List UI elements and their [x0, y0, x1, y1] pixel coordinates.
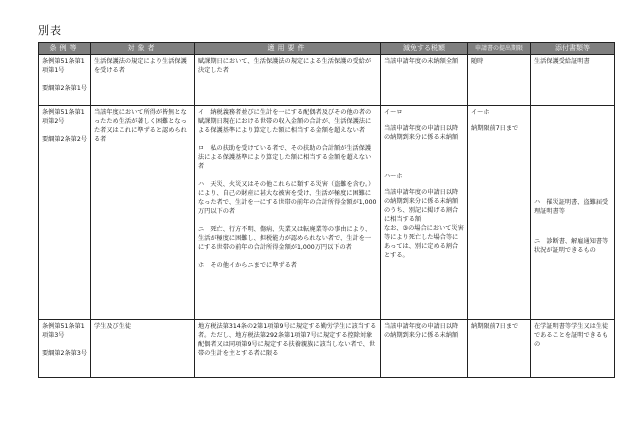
row3-deadline: 納期限前7日まで [468, 320, 531, 378]
row2-doc-ha: ハ 罹災証明書、盗難届受理証明書等 [534, 199, 609, 215]
row2-red-label-1: イ～ロ [384, 109, 403, 116]
header-reduction: 減免する税額 [381, 43, 468, 55]
page-title: 別表 [38, 24, 62, 37]
row2-red-text-1: 当該申請年度の申請日以降の納期到来分に係る未納額 [384, 125, 459, 141]
row3-documents: 在学証明書等学生又は生徒であることを証明できるもの [531, 320, 615, 378]
row2-deadline: 納期限前7日まで [471, 125, 519, 132]
row2-req-ho: ホ その他イからニまでに準ずる者 [198, 262, 297, 269]
header-article: 条例等 [39, 43, 91, 55]
header-requirement: 適用要件 [195, 43, 381, 55]
row2-target: 当該年度において所得が皆無となったため生活が著しく困難となった者又はこれに準ずると認められる者 [91, 106, 195, 320]
table-row [39, 320, 615, 378]
row3-article: 条例第51条第1項第3号 [42, 323, 85, 339]
row3-reduction: 当該申請年度の申請日以降の納期到来分に係る未納額 [381, 320, 468, 378]
table-row [39, 55, 615, 106]
row1-documents: 生活保護受給証明書 [531, 55, 615, 106]
row2-req-ni: ニ 死亡、行方不明、傷病、失業又は転廃業等の事由により、生活が極度に困難し、担税能力が認められない者で、生計を一にする世帯の前年の合計所得金額が1,000万円以下の者 [198, 226, 372, 251]
row1-article-cell [39, 55, 91, 106]
row1-deadline: 随時 [468, 55, 531, 106]
row3-article-cell [39, 320, 91, 378]
header-deadline: 申請書の提出期限 [468, 43, 531, 55]
row1-requirement: 賦課期日において、生活保護法の規定による生活保護の受給が決定した者 [195, 55, 381, 106]
table-row [39, 106, 615, 320]
row1-target: 生活保護法の規定により生活保護を受ける者 [91, 55, 195, 106]
row2-red-label-2: ハ～ホ [384, 173, 403, 180]
row2-req-ha: ハ 天災、火災又はその他これらに類する災害（盗難を含む。）により、自己の財産に甚大な被害を受け、生活が極度に困難になった者で、生計を一にする世帯の前年の合計所得金額が1,000万円以下の者 [198, 181, 377, 215]
row2-article-sub: 要綱第2条第2号 [42, 136, 87, 143]
row2-deadline-label: イ～ホ [471, 109, 490, 116]
row2-requirement-cell [195, 106, 381, 320]
row2-req-i: イ 納税義務者並びに生計を一にする配偶者及びその他の者の賦課期日現在における世帯の収入金額の合計が、生活保護法による保護基準により算定した額に相当する金額を超えない者 [198, 109, 372, 134]
row2-documents-cell [531, 106, 615, 320]
reduction-table [38, 42, 615, 378]
header-target: 対象者 [91, 43, 195, 55]
row3-requirement: 地方税法第314条の2第1項第9号に規定する勤労学生に該当する者。ただし、地方税法第292条第1項第7号に規定する控除対象配偶者又は同項第9号に規定する扶養親族に該当しない者で、世帯の生計を主とする者に限る [195, 320, 381, 378]
row2-reduction-cell [381, 106, 468, 320]
row1-article-sub: 要綱第2条第1号 [42, 85, 87, 92]
row3-target: 学生及び生徒 [91, 320, 195, 378]
row1-reduction: 当該申請年度の未納額全額 [381, 55, 468, 106]
row2-req-ro: ロ 私の扶助を受けている者で、その扶助の合計額が生活保護法による保護基準により算定した額に相当する金額を超えない者 [198, 145, 372, 170]
row3-article-sub: 要綱第2条第3号 [42, 350, 87, 357]
header-documents: 添付書類等 [531, 43, 615, 55]
row2-red-note: なお、③の場合において災害等により死亡した場合等にあっては、別に定める割合とする。 [384, 225, 464, 259]
row1-article: 条例第51条第1項第1号 [42, 58, 85, 74]
row2-article: 条例第51条第1項第2号 [42, 109, 85, 125]
table-header-row [39, 43, 615, 55]
row2-doc-ni: ニ 診断書、解雇通知書等状況が証明できるもの [534, 238, 609, 254]
row2-deadline-cell [468, 106, 531, 320]
row2-article-cell [39, 106, 91, 320]
row2-red-text-2: 当該申請年度の申請日以降の納期到来分に係る未納額のうち、別記に掲げる割合に相当する額 [384, 189, 459, 223]
